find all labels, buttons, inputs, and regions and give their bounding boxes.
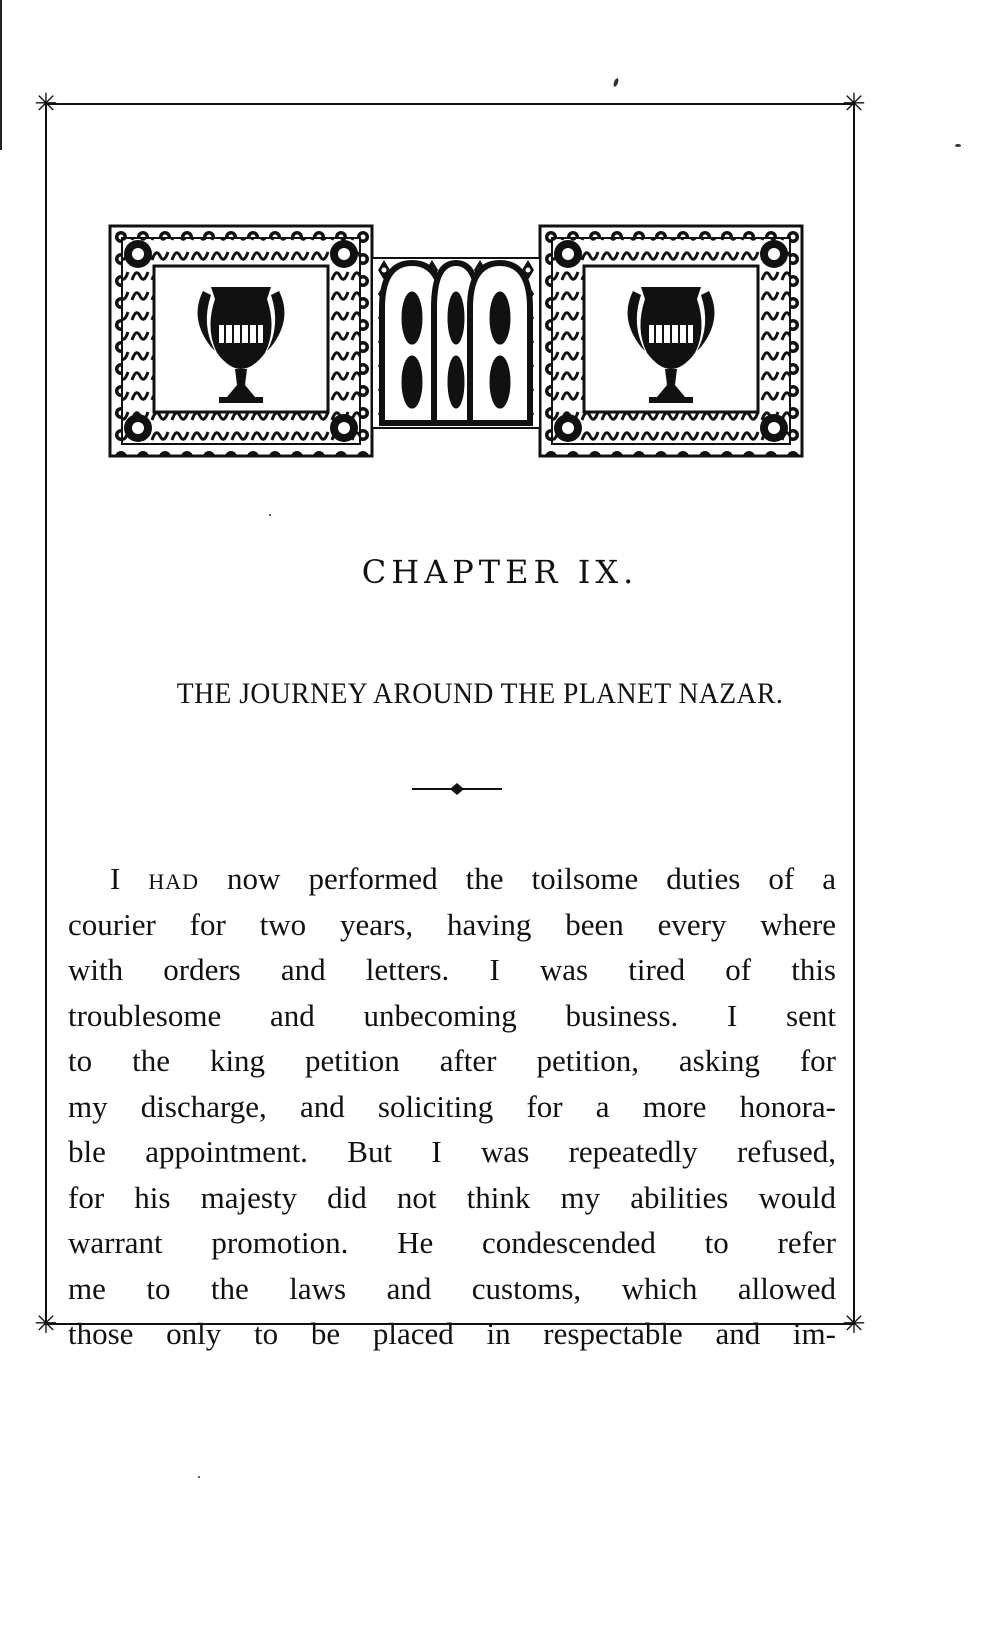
scan-speck: [613, 78, 620, 88]
text-line: courier for two years, having been every where: [68, 906, 836, 942]
corner-star-icon: ✳: [842, 1307, 866, 1340]
opening-smallcaps-word: had: [148, 861, 200, 896]
text-line: to the king petition after petition, asking for: [68, 1043, 836, 1078]
section-divider-icon: [412, 782, 502, 796]
text-line: with orders and letters. I was tired of this: [68, 952, 836, 987]
text-line: troublesome and unbecoming business. I sent: [68, 997, 836, 1033]
text-line: me to the laws and customs, which allowed: [68, 1270, 836, 1306]
scan-speck: [269, 514, 271, 516]
corner-star-icon: ✳: [34, 87, 58, 120]
text-line: those only to be placed in respectable and im-: [68, 1316, 836, 1351]
chapter-title: THE JOURNEY AROUND THE PLANET NAZAR.: [176, 677, 784, 710]
text-line: I had now performed the toilsome duties of a: [110, 861, 836, 896]
chapter-heading: CHAPTER IX.: [361, 553, 639, 591]
frame-left-rule: [45, 103, 47, 1324]
text-line: warrant promotion. He condescended to refer: [68, 1225, 836, 1260]
text-line: ble appointment. But I was repeatedly refused,: [68, 1134, 836, 1169]
opening-word: I: [110, 861, 121, 896]
text-line: my discharge, and soliciting for a more honora-: [68, 1088, 836, 1124]
frame-top-rule: [46, 103, 854, 105]
scan-edge: [0, 0, 2, 150]
body-paragraph: [68, 856, 836, 1357]
corner-star-icon: ✳: [842, 87, 866, 120]
scan-speck: [198, 1476, 200, 1478]
scan-speck: [955, 144, 961, 147]
text-line: for his majesty did not think my abilities would: [68, 1179, 836, 1215]
headpiece-ornament: [108, 218, 804, 466]
corner-star-icon: ✳: [34, 1307, 58, 1340]
frame-right-rule: [853, 103, 855, 1324]
